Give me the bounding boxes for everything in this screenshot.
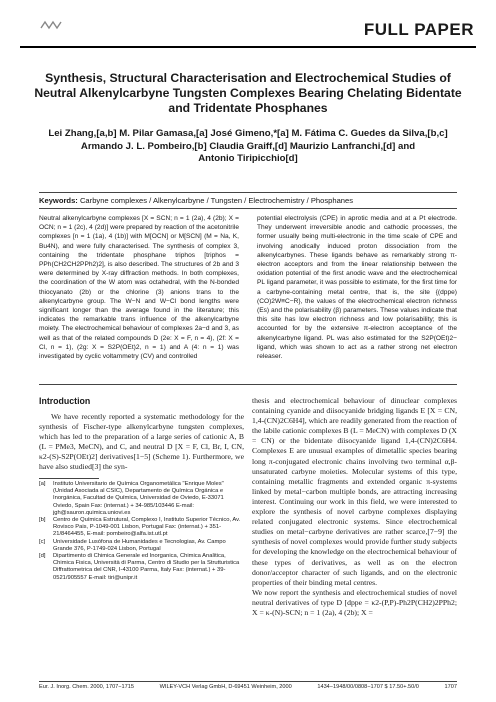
page-footer <box>39 684 457 690</box>
footer-publisher: WILEY-VCH Verlag GmbH, D-69451 Weinheim, 2000 <box>159 684 292 690</box>
footer-issn: 1434−1948/00/0808−1707 $ 17.50+.50/0 <box>317 684 419 690</box>
keywords-top-rule <box>39 192 457 193</box>
abstract-bottom-rule <box>39 384 457 385</box>
affiliation-item <box>39 553 244 582</box>
footer-page-number: 1707 <box>444 684 457 690</box>
author-line: Lei Zhang,[a,b] M. Pilar Gamasa,[a] José Gimeno,*[a] M. Fátima C. Guedes da Silva,[b,c] <box>48 128 448 139</box>
affiliation-tag: [d] <box>39 553 46 560</box>
affiliation-item <box>39 517 244 539</box>
intro-left-column: We have recently reported a systematic methodology for the synthesis of Fischer-type alkenylcarbyne tungsten complexes, which has led to the preparation of a large series of cationic A, B (L = PMe3, MeCN), and C, and neutral D [X = F, Cl, Br, I, CN, κ2-(S)-S2P(OEt)2] derivatives[1−5] (Scheme 1). Furthermore, we have also studied[3] the syn- <box>39 412 244 472</box>
author-list <box>30 128 466 166</box>
intro-right-column: thesis and electrochemical behaviour of dinuclear complexes containing cyanide and diisocyanide bridging ligands E [X = CN, 1,4-(CN)2C6H4], which are readily generated from the reaction of the labile cationic complexes B (L = MeCN) with complexes D (X = CN) or the bidentate diisocyanide ligand 1,4-(CN)2C6H4. Complexes E are unusual examples of dimetallic species bearing long π-conjugated electronic chains involving two terminal α,β-unsaturated carbyne moieties. Molecular systems of this type, containing metallic fragments and extended organic π-systems linked by metal−carbon multiple bonds, are attracting increasing interest. Continuing our work in this field, we were interested to explore the synthesis of novel carbyne complexes displaying related conjugated electronic systems. Since electrochemical studies on metal−carbyne derivatives are rather scarce,[7−9] the synthesis of novel complexes would provide further study subjects for developing the knowledge on the electrochemical behaviour of these types of derivatives, as well as on the electron donor/acceptor character of such ligands, and on the electronic properties of their binding metal centres. We now report the synthesis and electrochemical studies of novel neutral derivatives of type D [dppe = κ2-(P,P)-Ph2P(CH2)2PPh2; X = κ-(N)-SCN; n = 1 (2a), 4 (2b); X = <box>252 396 457 617</box>
keywords-bottom-rule <box>39 208 457 209</box>
affiliation-tag: [c] <box>39 538 46 545</box>
header-label: FULL PAPER <box>363 20 474 39</box>
abstract-right-column: potential electrolysis (CPE) in aprotic media and at a Pt electrode. They underwent irreversible anodic and cathodic processes, the former usually being multi-electronic in the time scale of CPE and involving anodically induced proton dissociation from the alkenylcarbynes. These ligands behave as remarkably strong π-electron acceptors and from the linear relationship between the oxidation potential of the first anodic wave and the electrochemical PL ligand parameter, it was possible to estimate, for the first time for a carbyne-containing metal centre, that is, the site {(dppe)(CO)2W≡C−R}, the values of the electrochemical electron richness (Es) and the polarisability (β) parameters. These values indicate that this site has low electron richness and low polarisability; this is accounted for by the extensive π-electron acceptance of the alkenylcarbyne ligand. PL was also estimated for the S2P(OEt)2− ligand, which was shown to act as a rather strong net electron releaser. <box>257 215 457 361</box>
affiliation-tag: [b] <box>39 517 46 524</box>
affiliation-text: Centro de Química Estrutural, Complexo I, Instituto Superior Técnico, Av. Rovisco Pais, P-1049-001 Lisbon, Portugal Fax: (internat.) + 351-21/8464455, E-mail: pombeiro@alfa.ist.utl.pt <box>53 517 241 538</box>
keywords <box>39 196 457 205</box>
abstract-left-column: Neutral alkenylcarbyne complexes [X = SCN; n = 1 (2a), 4 (2b); X = OCN; n = 1 (2c), 4 (2d)] were prepared by reaction of the acetonitrile complexes [n = 1 (1a), 4 (1b)] with M[OCN] or M[SCN] (M = Na, K, Bu4N), and were fully characterised. The synthesis of complex 3, containing the tridentate phosphane triphos [triphos = PPh(CH2CH2PPh2)2], is also described. The structures of 2b and 3 were determined by X-ray diffraction methods. In both complexes, the coordination of the W atom was octahedral, with the N-bonded thiocyanato (2b) or the chlorine (3) anions trans to the alkenylcarbyne group. The W−N and W−Cl bond lengths were significant longer than the average found in the literature; this indicates the remarkable trans influence of the alkenylcarbyne moiety. The electrochemical behaviour of complexes 2a−d and 3, as well as that of the related compounds D (2e: X = F, n = 4), (2f: X = Cl, n = 1), (2g: X = S2P(OEt)2, n = 1) and A (4: n = 1) was investigated by cyclic voltammetry (CV) and controlled <box>39 215 239 361</box>
publisher-logo-icon <box>39 20 63 30</box>
footer-journal: Eur. J. Inorg. Chem. 2000, 1707−1715 <box>39 684 135 690</box>
paper-title: Synthesis, Structural Characterisation and Electrochemical Studies of Neutral Alkenylcarbyne Tungsten Complexes Bearing Chelating Bidentate and Tridentate Phosphanes <box>34 71 462 115</box>
affiliation-rule <box>39 478 99 479</box>
affiliations <box>39 481 244 582</box>
keywords-text: Carbyne complexes / Alkenylcarbyne / Tungsten / Electrochemistry / Phosphanes <box>79 196 354 205</box>
footer-rule <box>39 681 457 682</box>
author-line: Antonio Tiripicchio[d] <box>198 153 298 164</box>
affiliation-item <box>39 481 244 517</box>
keywords-label: Keywords: <box>39 196 78 205</box>
affiliation-text: Instituto Universitario de Química Organometálica "Enrique Moles" (Unidad Asociada al CSIC), Departamento de Química Orgánica e Inorgánica, Facultad de Química, Universidad de Oviedo, E-33071 Oviedo, Spain Fax: (internat.) + 34-985/103446 E-mail: jgh@sauron.quimica.uniovi.es <box>53 481 224 516</box>
header-rule <box>20 46 476 48</box>
affiliation-text: Universidade Lusófona de Humanidades e Tecnologias, Av. Campo Grande 376, P-1749-024 Lisbon, Portugal <box>53 538 226 552</box>
affiliation-item <box>39 539 244 553</box>
author-line: Armando J. L. Pombeiro,[b] Claudia Graiff,[d] Maurizio Lanfranchi,[d] and <box>80 140 416 152</box>
section-heading: Introduction <box>39 396 91 406</box>
affiliation-text: Dipartimento di Chimica Generale ed Inorganica, Chimica Analitica, Chimica Fisica, Università di Parma, Centro di Studio per la Strutturistica Diffrattometrica del CNR, I-43100 Parma, Italy Fax: (internat.) + 39-0521/905557 E-mail: tiri@unipr.it <box>53 553 240 581</box>
affiliation-tag: [a] <box>39 481 46 487</box>
